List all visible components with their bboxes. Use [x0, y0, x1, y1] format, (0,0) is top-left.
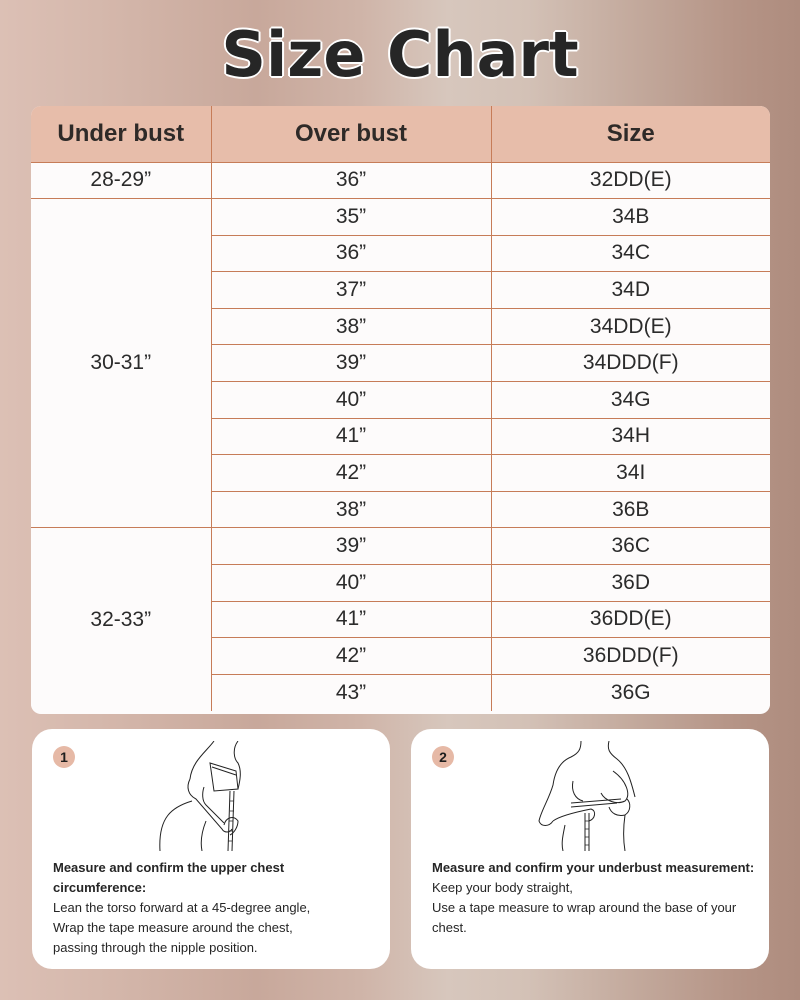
over-bust-cell: 38”	[211, 308, 491, 345]
size-cell: 36DD(E)	[491, 601, 770, 638]
upper-chest-measure-illustration-icon	[152, 741, 282, 851]
size-cell: 36D	[491, 565, 770, 602]
over-bust-cell: 39”	[211, 345, 491, 382]
table-row	[31, 199, 770, 236]
step-number-badge: 1	[53, 746, 75, 768]
size-cell: 36C	[491, 528, 770, 565]
under-bust-cell: 28-29”	[31, 162, 211, 199]
size-cell: 34DD(E)	[491, 308, 770, 345]
step-card-underbust	[411, 729, 769, 969]
over-bust-cell: 42”	[211, 455, 491, 492]
over-bust-cell: 41”	[211, 601, 491, 638]
over-bust-cell: 36”	[211, 162, 491, 199]
step-line: passing through the nipple position.	[53, 940, 258, 955]
header-under-bust: Under bust	[31, 106, 211, 162]
over-bust-cell: 38”	[211, 491, 491, 528]
over-bust-cell: 40”	[211, 565, 491, 602]
step-line: Keep your body straight,	[432, 880, 573, 895]
size-cell: 34D	[491, 272, 770, 309]
size-cell: 36DDD(F)	[491, 638, 770, 675]
size-cell: 32DD(E)	[491, 162, 770, 199]
over-bust-cell: 36”	[211, 235, 491, 272]
step-line: Wrap the tape measure around the chest,	[53, 920, 293, 935]
table-header-row	[31, 106, 770, 162]
step-description	[432, 858, 755, 938]
over-bust-cell: 37”	[211, 272, 491, 309]
step-heading: Measure and confirm the upper chest circumference:	[53, 860, 285, 895]
step-card-upper-chest	[32, 729, 390, 969]
page-title: Size Chart	[221, 18, 579, 91]
size-cell: 34I	[491, 455, 770, 492]
underbust-measure-illustration-icon	[531, 741, 661, 851]
step-number-badge: 2	[432, 746, 454, 768]
size-cell: 34B	[491, 199, 770, 236]
step-line: Use a tape measure to wrap around the base of your chest.	[432, 900, 737, 935]
under-bust-cell: 32-33”	[31, 528, 211, 711]
size-cell: 36G	[491, 674, 770, 711]
step-heading: Measure and confirm your underbust measurement:	[432, 860, 755, 875]
step-line: Lean the torso forward at a 45-degree angle,	[53, 900, 311, 915]
over-bust-cell: 40”	[211, 382, 491, 419]
over-bust-cell: 42”	[211, 638, 491, 675]
table-row	[31, 528, 770, 565]
over-bust-cell: 43”	[211, 674, 491, 711]
size-cell: 34G	[491, 382, 770, 419]
size-cell: 34DDD(F)	[491, 345, 770, 382]
step-description	[53, 858, 376, 958]
size-cell: 36B	[491, 491, 770, 528]
under-bust-cell: 30-31”	[31, 199, 211, 528]
over-bust-cell: 39”	[211, 528, 491, 565]
size-cell: 34H	[491, 418, 770, 455]
size-cell: 34C	[491, 235, 770, 272]
table-row	[31, 162, 770, 199]
over-bust-cell: 35”	[211, 199, 491, 236]
header-size: Size	[491, 106, 770, 162]
size-chart-table	[31, 106, 770, 714]
over-bust-cell: 41”	[211, 418, 491, 455]
header-over-bust: Over bust	[211, 106, 491, 162]
